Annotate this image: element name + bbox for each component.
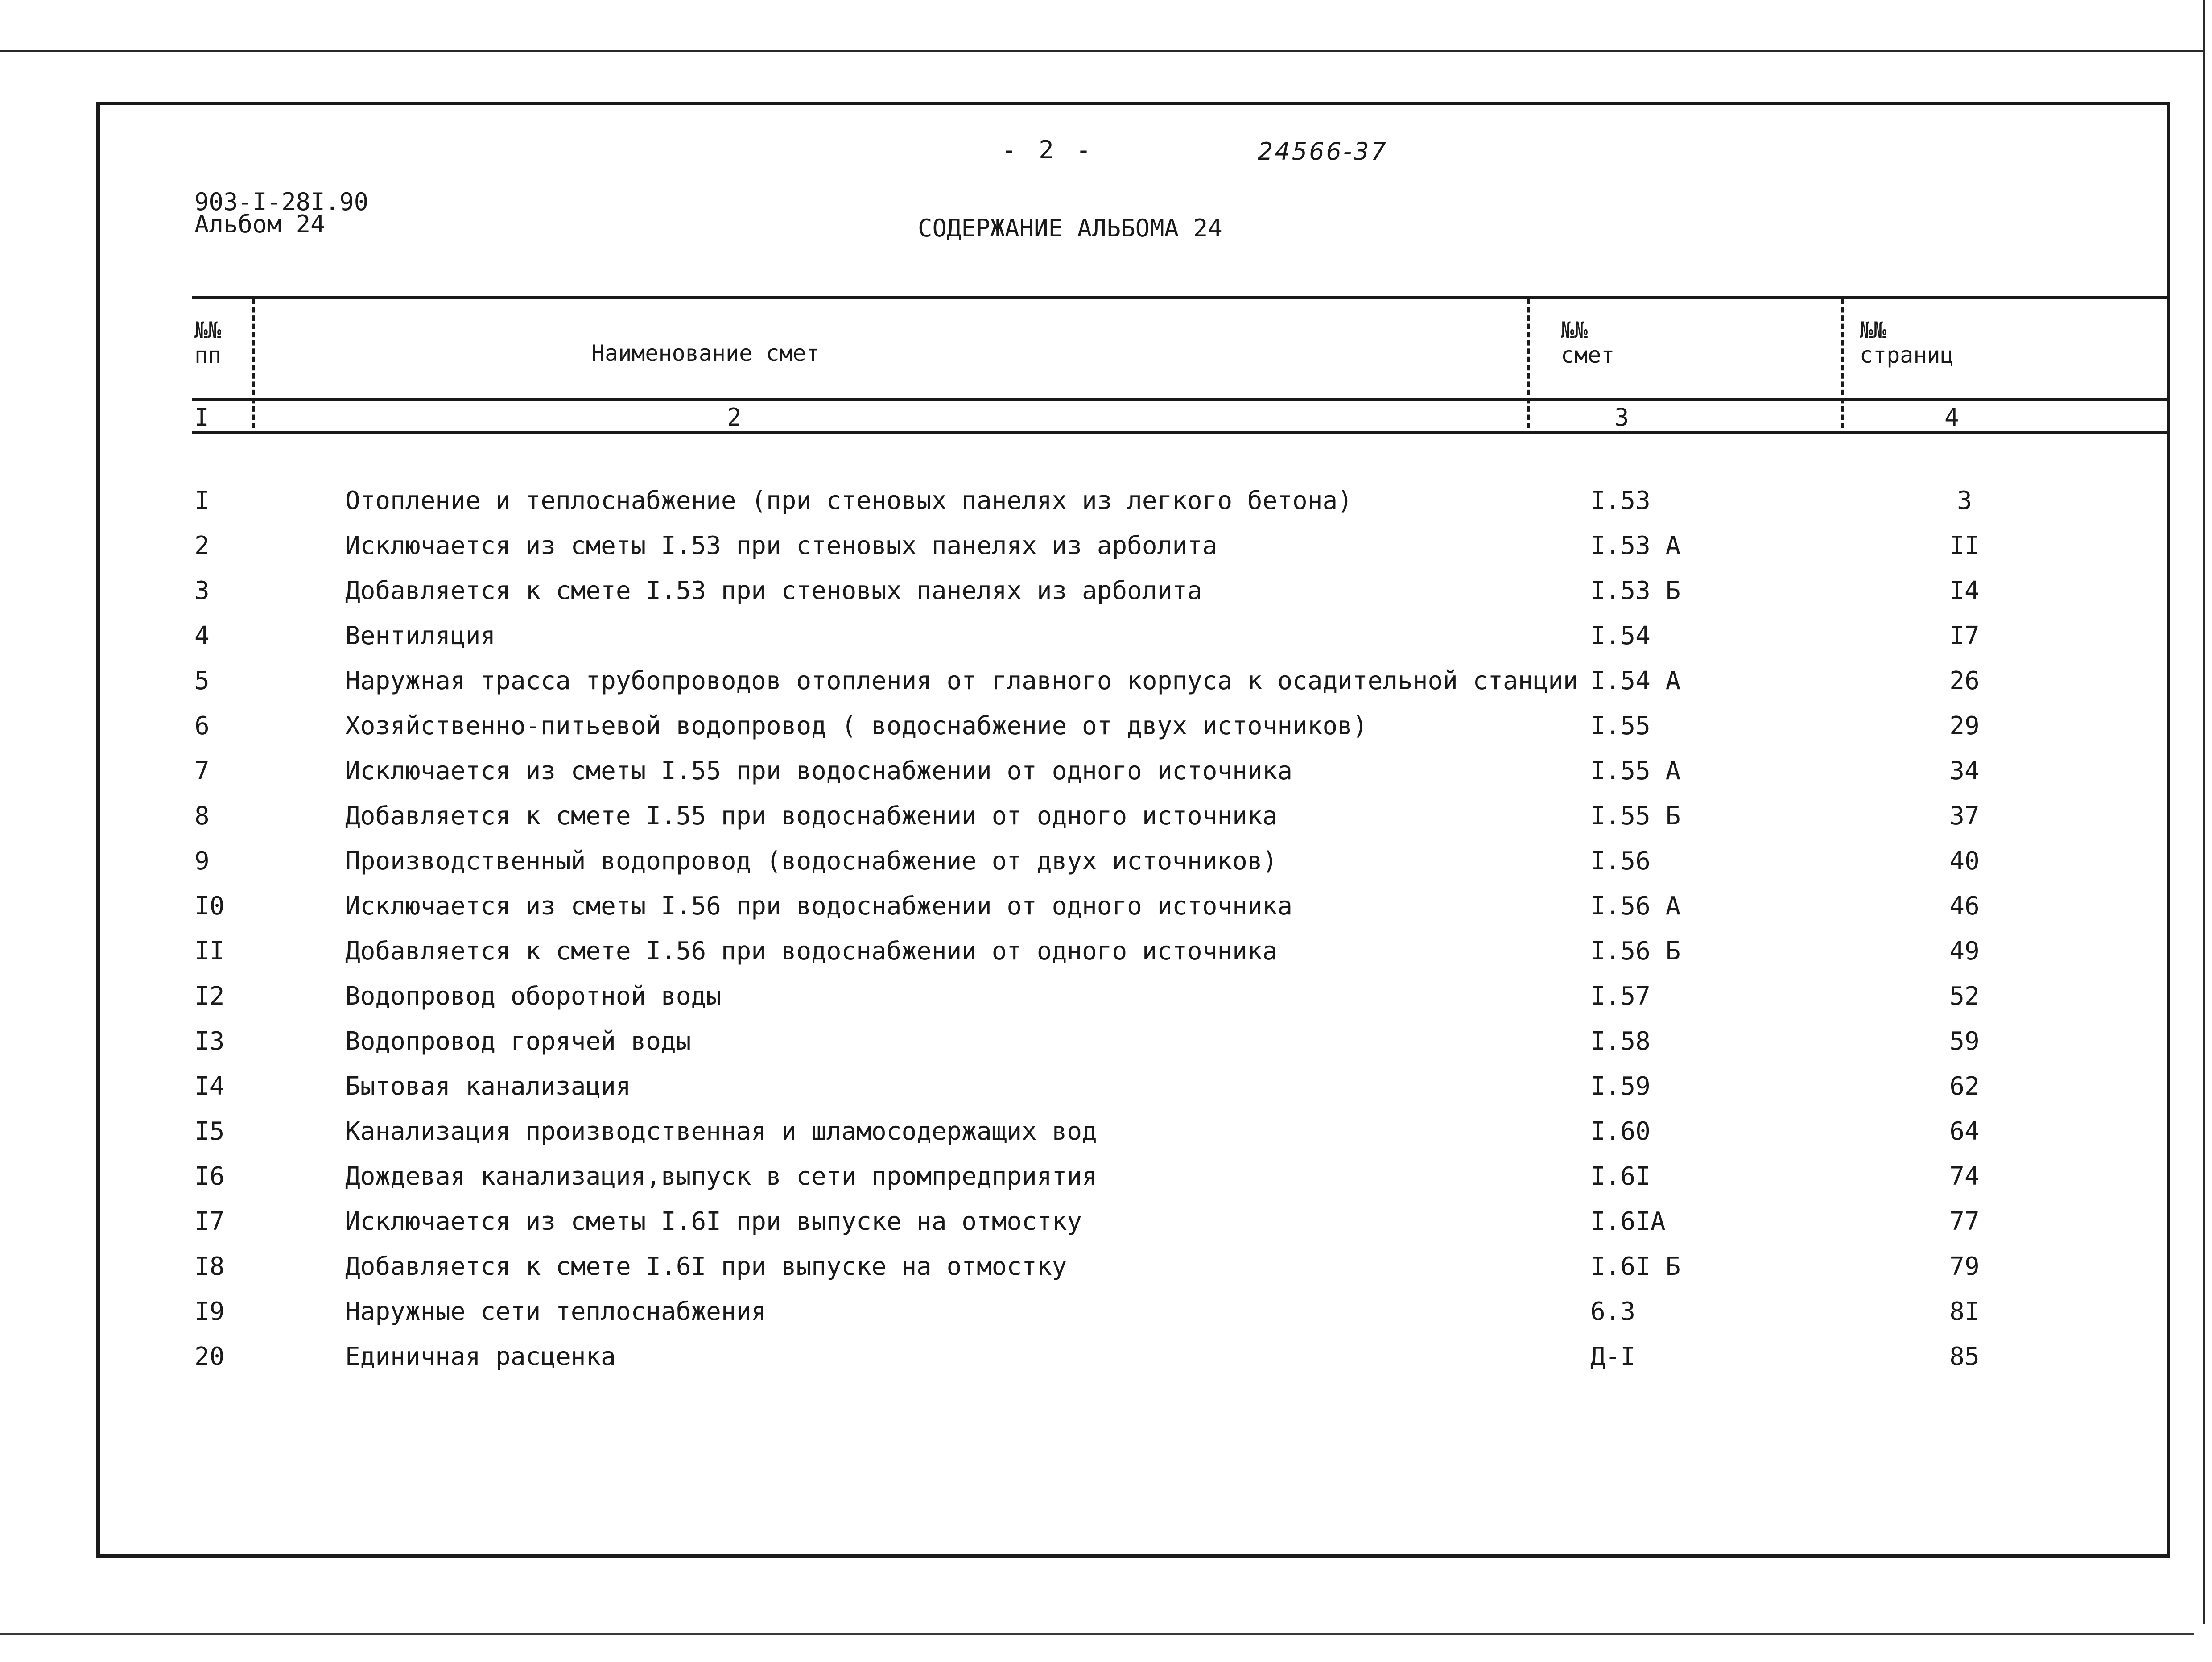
page-ref: 3 bbox=[1957, 486, 1972, 515]
estimate-name: Дождевая канализация,выпуск в сети промпредприятия bbox=[345, 1162, 1097, 1191]
row-number: I9 bbox=[194, 1297, 225, 1326]
page-ref: II bbox=[1949, 531, 1980, 560]
page-number: - 2 - bbox=[1001, 136, 1095, 165]
estimate-name: Добавляется к смете I.56 при водоснабжении от одного источника bbox=[345, 937, 1278, 966]
header-col-page-number: №№ страниц bbox=[1860, 317, 1954, 368]
estimate-code: I.58 bbox=[1590, 1027, 1651, 1056]
estimate-code: Д-I bbox=[1590, 1342, 1636, 1371]
estimate-code: I.6I Б bbox=[1590, 1252, 1681, 1281]
estimate-code: I.59 bbox=[1590, 1072, 1651, 1101]
estimate-code: I.53 bbox=[1590, 486, 1651, 515]
header-col-name: Наименование смет bbox=[591, 340, 820, 366]
header-divider-rule bbox=[192, 398, 2167, 401]
sheet-edge-right bbox=[2203, 0, 2205, 1624]
row-number: 3 bbox=[194, 576, 210, 605]
row-number: 2 bbox=[194, 531, 210, 560]
document-code: 903-I-28I.90 bbox=[194, 188, 369, 216]
estimate-code: I.56 Б bbox=[1590, 937, 1681, 966]
row-number: I5 bbox=[194, 1117, 225, 1146]
estimate-name: Производственный водопровод (водоснабжение от двух источников) bbox=[345, 847, 1278, 876]
sheet-edge-bottom bbox=[0, 1633, 2194, 1635]
page-ref: I4 bbox=[1949, 576, 1980, 605]
row-number: 7 bbox=[194, 757, 210, 786]
estimate-name: Водопровод горячей воды bbox=[345, 1027, 691, 1056]
sheet-edge-top bbox=[0, 50, 2203, 52]
row-number: I3 bbox=[194, 1027, 225, 1056]
estimate-code: I.54 А bbox=[1590, 666, 1681, 695]
estimate-code: I.60 bbox=[1590, 1117, 1651, 1146]
estimate-name: Наружные сети теплоснабжения bbox=[345, 1297, 767, 1326]
row-number: 5 bbox=[194, 666, 210, 695]
estimate-name: Добавляется к смете I.53 при стеновых панелях из арболита bbox=[345, 576, 1202, 605]
row-number: I7 bbox=[194, 1207, 225, 1236]
estimate-code: I.55 bbox=[1590, 711, 1651, 740]
estimate-code: 6.3 bbox=[1590, 1297, 1636, 1326]
row-number: 20 bbox=[194, 1342, 225, 1371]
estimate-name: Исключается из сметы I.6I при выпуске на отмостку bbox=[345, 1207, 1082, 1236]
row-number: I bbox=[194, 486, 210, 515]
estimate-code: I.57 bbox=[1590, 982, 1651, 1011]
page-ref: 64 bbox=[1949, 1117, 1980, 1146]
page-ref: 46 bbox=[1949, 892, 1980, 921]
page-ref: 40 bbox=[1949, 847, 1980, 876]
column-number-4: 4 bbox=[1944, 403, 1959, 431]
estimate-name: Водопровод оборотной воды bbox=[345, 982, 721, 1011]
page-title: СОДЕРЖАНИЕ АЛЬБОМА 24 bbox=[918, 214, 1222, 242]
row-number: I2 bbox=[194, 982, 225, 1011]
page-ref: 59 bbox=[1949, 1027, 1980, 1056]
estimate-name: Отопление и теплоснабжение (при стеновых панелях из легкого бетона) bbox=[345, 486, 1353, 515]
estimate-name: Исключается из сметы I.56 при водоснабжении от одного источника bbox=[345, 892, 1293, 921]
estimate-name: Добавляется к смете I.6I при выпуске на отмостку bbox=[345, 1252, 1067, 1281]
estimate-code: I.55 Б bbox=[1590, 802, 1681, 831]
estimate-name: Добавляется к смете I.55 при водоснабжении от одного источника bbox=[345, 802, 1278, 831]
estimate-name: Канализация производственная и шламосодержащих вод bbox=[345, 1117, 1097, 1146]
column-number-3: 3 bbox=[1614, 403, 1629, 431]
estimate-code: I.56 А bbox=[1590, 892, 1681, 921]
page-ref: 62 bbox=[1949, 1072, 1980, 1101]
page-ref: 34 bbox=[1949, 757, 1980, 786]
estimate-code: I.54 bbox=[1590, 621, 1651, 650]
estimate-name: Бытовая канализация bbox=[345, 1072, 631, 1101]
row-number: I4 bbox=[194, 1072, 225, 1101]
row-number: 9 bbox=[194, 847, 210, 876]
row-number: 8 bbox=[194, 802, 210, 831]
table-top-rule bbox=[192, 296, 2167, 299]
row-number: 6 bbox=[194, 711, 210, 740]
page-ref: 85 bbox=[1949, 1342, 1980, 1371]
page-ref: 29 bbox=[1949, 711, 1980, 740]
estimate-name: Исключается из сметы I.55 при водоснабжении от одного источника bbox=[345, 757, 1293, 786]
estimate-name: Единичная расценка bbox=[345, 1342, 616, 1371]
estimate-code: I.6IА bbox=[1590, 1207, 1666, 1236]
column-number-1: I bbox=[194, 403, 209, 431]
estimate-code: I.6I bbox=[1590, 1162, 1651, 1191]
estimate-name: Наружная трасса трубопроводов отопления от главного корпуса к осадительной станции bbox=[345, 666, 1578, 695]
page-ref: 8I bbox=[1949, 1297, 1980, 1326]
page-ref: 49 bbox=[1949, 937, 1980, 966]
estimate-code: I.53 А bbox=[1590, 531, 1681, 560]
estimate-code: I.55 А bbox=[1590, 757, 1681, 786]
estimate-code: I.56 bbox=[1590, 847, 1651, 876]
column-number-rule bbox=[192, 431, 2167, 434]
row-number: 4 bbox=[194, 621, 210, 650]
column-divider-1 bbox=[252, 299, 255, 428]
header-col-row-number: №№ пп bbox=[194, 317, 222, 368]
page-ref: 52 bbox=[1949, 982, 1980, 1011]
column-divider-2 bbox=[1527, 299, 1530, 428]
row-number: II bbox=[194, 937, 225, 966]
inventory-number: 24566-37 bbox=[1258, 137, 1388, 165]
document-code-block bbox=[194, 188, 369, 238]
page-ref: 26 bbox=[1949, 666, 1980, 695]
row-number: I0 bbox=[194, 892, 225, 921]
column-divider-3 bbox=[1841, 299, 1844, 428]
page-ref: 37 bbox=[1949, 802, 1980, 831]
header-col-estimate-number: №№ смет bbox=[1561, 317, 1615, 368]
column-number-2: 2 bbox=[727, 403, 742, 431]
page-ref: 79 bbox=[1949, 1252, 1980, 1281]
row-number: I6 bbox=[194, 1162, 225, 1191]
estimate-code: I.53 Б bbox=[1590, 576, 1681, 605]
album-label: Альбом 24 bbox=[194, 210, 325, 238]
estimate-name: Вентиляция bbox=[345, 621, 496, 650]
page-ref: I7 bbox=[1949, 621, 1980, 650]
page-ref: 77 bbox=[1949, 1207, 1980, 1236]
estimate-name: Исключается из сметы I.53 при стеновых панелях из арболита bbox=[345, 531, 1217, 560]
page-ref: 74 bbox=[1949, 1162, 1980, 1191]
row-number: I8 bbox=[194, 1252, 225, 1281]
estimate-name: Хозяйственно-питьевой водопровод ( водоснабжение от двух источников) bbox=[345, 711, 1368, 740]
